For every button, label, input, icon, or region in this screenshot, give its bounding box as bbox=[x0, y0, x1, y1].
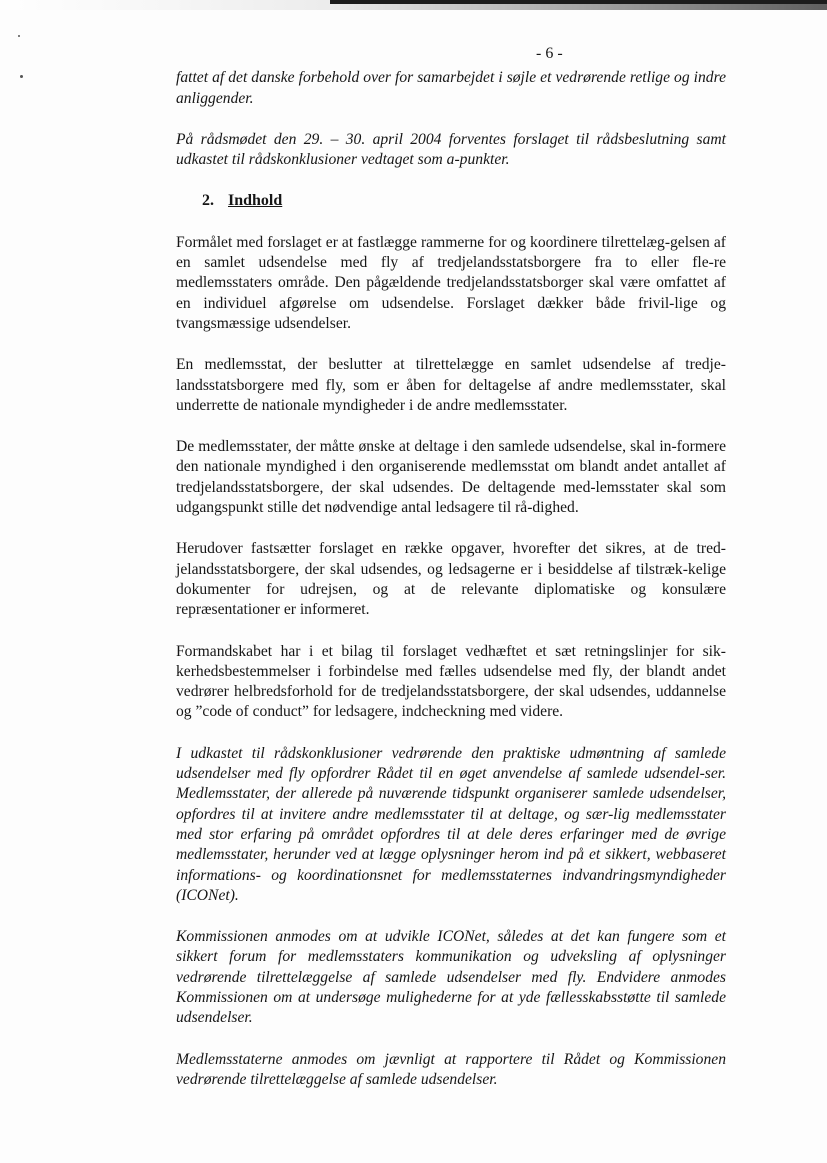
paragraph-guidelines: Formandskabet har i et bilag til forslaget vedhæftet et sæt retningslinjer for sik-kerhedsbestemmelser i forbindelse med fælles udsendelse med fly, der blandt andet vedrører helbredsforhold for de tredjelandsstatsborgere, der skal udsendes, uddannelse og ”code of conduct” for ledsagere, indcheckning med videre. bbox=[176, 642, 726, 721]
paragraph-council-conclusions: I udkastet til rådskonklusioner vedrørende den praktiske udmøntning af samlede udsendelser med fly opfordrer Rådet til en øget anvendelse af samlede udsendel-ser. Medlemsstater, der allerede på nuværende tidspunkt organiserer samlede udsendelser, opfordres til at invitere andre medlemsstater til at deltage, og sær-lig medlemsstater med stor erfaring på området opfordres til at dele deres erfaringer med de øvrige medlemsstater, herunder ved at lægge oplysninger herom ind på et sikkert, webbaseret informations- og koordinationsnet for medlemsstaternes indvandringsmyndigheder (ICONet). bbox=[176, 744, 726, 904]
paragraph-participating-member-states: De medlemsstater, der måtte ønske at deltage i den samlede udsendelse, skal in-formere den nationale myndighed i den organiserende medlemsstat om blandt andet antallet af tredjelandsstatsborgere, der skal udsendes. De deltagende med-lemsstater skal som udgangspunkt stille det nødvendige antal ledsagere til rå-dighed. bbox=[176, 438, 726, 517]
paragraph-tasks: Herudover fastsætter forslaget en række opgaver, hvorefter det sikres, at de tred-jelandsstatsborgere, der skal udsendes, og ledsagerne er i besiddelse af tilstræk-kelige dokumenter for udrejsen, og at de relevante diplomatiske og konsulære repræsentationer er informeret. bbox=[176, 540, 726, 619]
paragraph-purpose: Formålet med forslaget er at fastlægge rammerne for og koordinere tilrettelæg-gelsen af en samlet udsendelse med fly af tredjelandsstatsborgere fra to eller fle-re medlemsstaters område. Den pågældende tredjelandsstatsborger skal være omfattet af en individuel afgørelse om udsendelse. Forslaget dækker både frivil-lige og tvangsmæssige udsendelser. bbox=[176, 233, 726, 332]
scan-top-edge-shadow bbox=[330, 0, 827, 4]
section-heading bbox=[202, 191, 726, 211]
section-title: Indhold bbox=[228, 192, 283, 210]
paragraph-organising-member-state: En medlemsstat, der beslutter at tilrettelægge en samlet udsendelse af tredje-landsstatsborgere med fly, som er åben for deltagelse af andre medlemsstater, skal underrette de nationale myndigheder i de andre medlemsstater. bbox=[176, 356, 726, 414]
document-body bbox=[176, 44, 726, 1111]
section-number: 2. bbox=[202, 192, 214, 210]
paragraph-reporting: Medlemsstaterne anmodes om jævnligt at rapportere til Rådet og Kommissionen vedrørende tilrettelæggelse af samlede udsendelser. bbox=[176, 1050, 726, 1088]
paragraph-council-meeting: På rådsmødet den 29. – 30. april 2004 forventes forslaget til rådsbeslutning samt udkastet til rådskonklusioner vedtaget som a-punkter. bbox=[176, 130, 726, 169]
scan-speck bbox=[20, 75, 23, 78]
scan-speck bbox=[18, 35, 20, 37]
paragraph-danish-reservation: fattet af det danske forbehold over for samarbejdet i søjle et vedrørende retlige og indre anliggender. bbox=[176, 69, 726, 107]
page-number: - 6 - bbox=[536, 45, 563, 62]
paragraph-commission-iconet: Kommissionen anmodes om at udvikle ICONet, således at det kan fungere som et sikkert forum for medlemsstaters kommunikation og udveksling af oplysninger vedrørende tilrettelæggelse af samlede udsendelser med fly. Endvidere anmodes Kommissionen om at undersøge mulighederne for at yde fællesskabsstøtte til samlede udsendelser. bbox=[176, 928, 726, 1027]
